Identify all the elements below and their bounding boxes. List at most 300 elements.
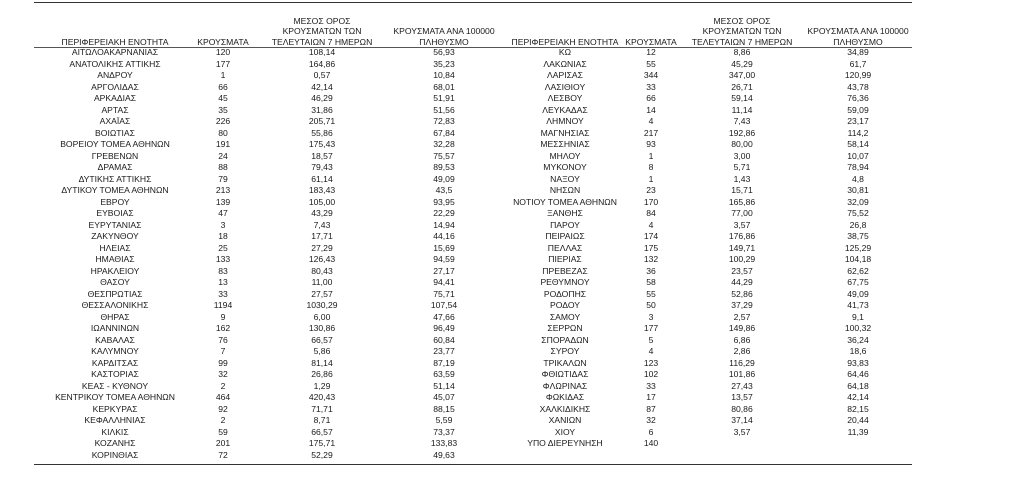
cell-cases: 4 bbox=[648, 219, 654, 230]
cell-avg7: 52,86 bbox=[731, 288, 753, 299]
table-row bbox=[34, 93, 504, 105]
header-per100k-right-line1: ΚΡΟΥΣΜΑΤΑ ΑΝΑ 100000 bbox=[807, 26, 909, 37]
cell-region: ΖΑΚΥΝΘΟΥ bbox=[91, 231, 139, 241]
cell-cases: 45 bbox=[218, 93, 228, 103]
cell-per100k: 10,07 bbox=[847, 150, 869, 161]
cell-cases: 23 bbox=[646, 185, 656, 195]
cell-per100k: 4,8 bbox=[852, 173, 864, 184]
cell-avg7: 2,86 bbox=[733, 346, 751, 356]
cell-per100k: 32,28 bbox=[433, 139, 455, 149]
table-row bbox=[482, 346, 912, 358]
cell-region: ΜΗΛΟΥ bbox=[549, 150, 581, 161]
cell-region: ΡΕΘΥΜΝΟΥ bbox=[540, 277, 590, 287]
header-cases-right-text: ΚΡΟΥΣΜΑΤΑ bbox=[625, 36, 677, 47]
cell-per100k: 49,63 bbox=[433, 449, 455, 460]
cell-region: ΑΡΚΑΔΙΑΣ bbox=[93, 93, 137, 103]
cell-avg7: 1,29 bbox=[313, 380, 331, 391]
cell-avg7: 23,57 bbox=[731, 265, 753, 276]
table-row bbox=[34, 312, 504, 324]
cell-per100k: 72,83 bbox=[433, 116, 455, 126]
table-row bbox=[482, 392, 912, 404]
cell-region: ΠΕΙΡΑΙΩΣ bbox=[545, 231, 585, 241]
cell-avg7: 7,43 bbox=[733, 116, 751, 126]
cell-avg7: 37,29 bbox=[731, 300, 753, 310]
table-row bbox=[482, 335, 912, 347]
cell-region: ΚΑΛΥΜΝΟΥ bbox=[91, 346, 139, 356]
cell-avg7: 3,57 bbox=[733, 426, 751, 437]
cell-region: ΚΙΛΚΙΣ bbox=[101, 426, 129, 437]
table-row bbox=[482, 323, 912, 335]
cell-cases: 17 bbox=[646, 392, 656, 402]
cell-per100k: 34,89 bbox=[847, 47, 869, 57]
cell-region: ΑΝΔΡΟΥ bbox=[97, 70, 133, 80]
cell-avg7: 175,43 bbox=[308, 139, 336, 149]
cell-avg7: 192,86 bbox=[728, 127, 756, 138]
cell-per100k: 67,84 bbox=[433, 127, 455, 138]
table-row bbox=[482, 220, 912, 232]
cell-per100k: 35,23 bbox=[433, 58, 455, 69]
cell-avg7: 126,43 bbox=[308, 254, 336, 264]
table-row bbox=[34, 231, 504, 243]
cell-per100k: 67,75 bbox=[847, 277, 869, 287]
cell-region: ΛΕΣΒΟΥ bbox=[547, 93, 583, 103]
cell-per100k: 42,14 bbox=[847, 392, 869, 402]
cell-cases: 18 bbox=[218, 231, 228, 241]
cell-cases: 201 bbox=[215, 438, 231, 448]
cell-per100k: 104,18 bbox=[844, 254, 872, 264]
cell-region: ΚΕΝΤΡΙΚΟΥ ΤΟΜΕΑ ΑΘΗΝΩΝ bbox=[55, 392, 175, 402]
cell-per100k: 44,16 bbox=[433, 231, 455, 241]
header-avg7-left-line3: ΤΕΛΕΥΤΑΙΩΝ 7 ΗΜΕΡΩΝ bbox=[271, 36, 373, 47]
cell-avg7: 5,71 bbox=[733, 162, 751, 172]
cell-cases: 175 bbox=[643, 242, 659, 253]
cell-cases: 344 bbox=[643, 70, 659, 80]
cell-avg7: 149,86 bbox=[728, 323, 756, 333]
table-row bbox=[34, 139, 504, 151]
cell-avg7: 43,29 bbox=[311, 208, 333, 218]
cell-avg7: 37,14 bbox=[731, 415, 753, 425]
cell-cases: 4 bbox=[648, 346, 654, 356]
cell-cases: 55 bbox=[646, 288, 656, 299]
table-row bbox=[34, 254, 504, 266]
cell-avg7: 27,43 bbox=[731, 380, 753, 391]
cell-avg7: 77,00 bbox=[731, 208, 753, 218]
table-row bbox=[482, 312, 912, 324]
cell-cases: 13 bbox=[218, 277, 228, 287]
table-row bbox=[34, 277, 504, 289]
header-per100k-right-line2: ΠΛΗΘΥΣΜΟ bbox=[833, 36, 883, 47]
cell-region: ΘΗΡΑΣ bbox=[100, 311, 130, 322]
cell-region: ΘΑΣΟΥ bbox=[100, 277, 130, 287]
cell-per100k: 38,75 bbox=[847, 231, 869, 241]
cell-cases: 33 bbox=[218, 288, 228, 299]
cell-region: ΑΧΑΪΑΣ bbox=[99, 116, 131, 126]
cell-avg7: 66,57 bbox=[311, 334, 333, 345]
cell-cases: 58 bbox=[646, 277, 656, 287]
cell-avg7: 1,43 bbox=[733, 173, 751, 184]
cell-per100k: 133,83 bbox=[430, 438, 458, 448]
cell-cases: 99 bbox=[218, 357, 228, 368]
table-row bbox=[482, 139, 912, 151]
cell-per100k: 59,09 bbox=[847, 104, 869, 115]
cell-cases: 2 bbox=[220, 415, 226, 425]
cell-region: ΧΑΝΙΩΝ bbox=[548, 415, 582, 425]
table-row bbox=[482, 404, 912, 416]
cell-region: ΛΑΚΩΝΙΑΣ bbox=[543, 58, 587, 69]
table-row bbox=[482, 82, 912, 94]
cell-region: ΕΥΡΥΤΑΝΙΑΣ bbox=[88, 219, 142, 230]
cell-per100k: 68,01 bbox=[433, 81, 455, 92]
cell-region: ΝΑΞΟΥ bbox=[550, 173, 580, 184]
cell-cases: 3 bbox=[220, 219, 226, 230]
cell-avg7: 8,86 bbox=[733, 47, 751, 57]
cell-per100k: 22,29 bbox=[433, 208, 455, 218]
cell-per100k: 114,2 bbox=[847, 127, 869, 138]
cell-region: ΗΛΕΙΑΣ bbox=[99, 242, 131, 253]
cell-cases: 33 bbox=[646, 380, 656, 391]
cell-per100k: 73,37 bbox=[433, 426, 455, 437]
cell-region: ΜΕΣΣΗΝΙΑΣ bbox=[540, 139, 590, 149]
table-row bbox=[482, 381, 912, 393]
cell-per100k: 49,09 bbox=[847, 288, 869, 299]
table-row bbox=[482, 105, 912, 117]
table-row bbox=[482, 47, 912, 59]
table-row bbox=[482, 162, 912, 174]
cell-avg7: 52,29 bbox=[311, 449, 333, 460]
cell-cases: 8 bbox=[648, 162, 654, 172]
table-row bbox=[34, 128, 504, 140]
cell-avg7: 15,71 bbox=[731, 185, 753, 195]
cell-avg7: 80,43 bbox=[311, 265, 333, 276]
cell-per100k: 43,78 bbox=[847, 81, 869, 92]
cell-cases: 140 bbox=[643, 438, 659, 448]
table-row bbox=[482, 59, 912, 71]
cell-region: ΛΑΡΙΣΑΣ bbox=[547, 70, 583, 80]
cell-cases: 213 bbox=[215, 185, 231, 195]
cell-cases: 92 bbox=[218, 403, 228, 414]
table-row bbox=[482, 415, 912, 427]
cell-avg7: 7,43 bbox=[313, 219, 331, 230]
table-row bbox=[482, 438, 912, 450]
cell-cases: 4 bbox=[648, 116, 654, 126]
cell-per100k: 26,8 bbox=[849, 219, 867, 230]
cell-cases: 72 bbox=[218, 449, 228, 460]
table-row bbox=[34, 243, 504, 255]
table-row bbox=[34, 162, 504, 174]
table-row bbox=[34, 82, 504, 94]
cell-avg7: 31,86 bbox=[311, 104, 333, 115]
table-row bbox=[34, 404, 504, 416]
cell-avg7: 176,86 bbox=[728, 231, 756, 241]
cell-per100k: 20,44 bbox=[847, 415, 869, 425]
table-row bbox=[34, 427, 504, 439]
cell-cases: 32 bbox=[646, 415, 656, 425]
cell-cases: 1194 bbox=[213, 300, 233, 310]
cell-region: ΕΒΡΟΥ bbox=[100, 196, 130, 207]
cell-per100k: 89,53 bbox=[433, 162, 455, 172]
table-row bbox=[34, 450, 504, 462]
cell-cases: 32 bbox=[218, 369, 228, 379]
cell-per100k: 96,49 bbox=[433, 323, 455, 333]
cell-region: ΚΑΡΔΙΤΣΑΣ bbox=[91, 357, 139, 368]
cell-per100k: 30,81 bbox=[847, 185, 869, 195]
table-row bbox=[34, 59, 504, 71]
cell-per100k: 56,93 bbox=[433, 47, 455, 57]
cell-region: ΚΩ bbox=[558, 47, 572, 57]
cell-region: ΜΑΓΝΗΣΙΑΣ bbox=[540, 127, 590, 138]
cell-per100k: 14,94 bbox=[433, 219, 455, 230]
cell-region: ΔΥΤΙΚΗΣ ΑΤΤΙΚΗΣ bbox=[78, 173, 152, 184]
cell-region: ΧΑΛΚΙΔΙΚΗΣ bbox=[539, 403, 591, 414]
table-row bbox=[482, 427, 912, 439]
cell-region: ΣΑΜΟΥ bbox=[549, 311, 581, 322]
cell-cases: 12 bbox=[646, 47, 656, 57]
table-row bbox=[482, 197, 912, 209]
left-table-body bbox=[34, 47, 504, 461]
cell-avg7: 8,71 bbox=[313, 415, 331, 425]
table-row bbox=[482, 174, 912, 186]
cell-cases: 66 bbox=[646, 93, 656, 103]
cell-cases: 88 bbox=[218, 162, 228, 172]
cell-per100k: 51,14 bbox=[433, 380, 455, 391]
cell-per100k: 58,14 bbox=[847, 139, 869, 149]
cell-avg7: 1030,29 bbox=[306, 300, 338, 310]
cell-avg7: 6,00 bbox=[313, 311, 331, 322]
cell-region: ΚΕΑΣ - ΚΥΘΝΟΥ bbox=[81, 380, 149, 391]
cell-cases: 76 bbox=[218, 334, 228, 345]
cell-per100k: 18,6 bbox=[849, 346, 867, 356]
table-row bbox=[34, 438, 504, 450]
cell-region: ΚΑΒΑΛΑΣ bbox=[95, 334, 135, 345]
cell-per100k: 76,36 bbox=[847, 93, 869, 103]
cell-avg7: 59,14 bbox=[731, 93, 753, 103]
table-row bbox=[482, 369, 912, 381]
table-row bbox=[34, 174, 504, 186]
cell-per100k: 47,66 bbox=[433, 311, 455, 322]
cell-region: ΝΟΤΙΟΥ ΤΟΜΕΑ ΑΘΗΝΩΝ bbox=[513, 196, 617, 207]
cell-avg7: 26,71 bbox=[731, 81, 753, 92]
cell-cases: 84 bbox=[646, 208, 656, 218]
table-row bbox=[482, 358, 912, 370]
cell-region: ΧΙΟΥ bbox=[554, 426, 576, 437]
cell-per100k: 78,94 bbox=[847, 162, 869, 172]
cell-per100k: 94,59 bbox=[433, 254, 455, 264]
cell-cases: 36 bbox=[646, 265, 656, 276]
cell-cases: 14 bbox=[646, 104, 656, 115]
cell-avg7: 80,86 bbox=[731, 403, 753, 414]
table-row bbox=[34, 323, 504, 335]
table-row bbox=[34, 47, 504, 59]
cell-region: ΛΕΥΚΑΔΑΣ bbox=[542, 104, 588, 115]
table-row bbox=[34, 208, 504, 220]
cell-per100k: 27,17 bbox=[433, 265, 455, 276]
cell-per100k: 10,84 bbox=[433, 70, 455, 80]
table-row bbox=[34, 300, 504, 312]
table-row bbox=[482, 185, 912, 197]
table-row bbox=[482, 93, 912, 105]
cell-avg7: 420,43 bbox=[308, 392, 336, 402]
header-avg7-left bbox=[260, 10, 384, 47]
cell-avg7: 108,14 bbox=[308, 47, 336, 57]
header-avg7-left-line2: ΚΡΟΥΣΜΑΤΩΝ ΤΩΝ bbox=[282, 26, 362, 37]
cell-avg7: 175,71 bbox=[308, 438, 336, 448]
cell-avg7: 55,86 bbox=[311, 127, 333, 138]
cell-per100k: 87,19 bbox=[433, 357, 455, 368]
cell-avg7: 105,00 bbox=[308, 196, 336, 207]
table-row bbox=[34, 116, 504, 128]
cell-avg7: 3,57 bbox=[733, 219, 751, 230]
table-row bbox=[34, 289, 504, 301]
cell-avg7: 116,29 bbox=[729, 357, 755, 368]
cell-avg7: 101,86 bbox=[728, 369, 756, 379]
cell-cases: 132 bbox=[643, 254, 659, 264]
cell-region: ΚΟΖΑΝΗΣ bbox=[94, 438, 136, 448]
cell-avg7: 79,43 bbox=[311, 162, 333, 172]
cell-region: ΠΑΡΟΥ bbox=[550, 219, 580, 230]
cell-per100k: 75,57 bbox=[433, 150, 455, 161]
cell-avg7: 27,29 bbox=[311, 242, 333, 253]
cell-region: ΝΗΣΩΝ bbox=[549, 185, 581, 195]
cell-per100k: 64,18 bbox=[847, 380, 869, 391]
cell-avg7: 164,86 bbox=[308, 58, 336, 69]
header-region-right-text: ΠΕΡΙΦΕΡΕΙΑΚΗ ΕΝΟΤΗΤΑ bbox=[511, 36, 619, 47]
cell-avg7: 27,57 bbox=[311, 288, 333, 299]
cell-region: ΤΡΙΚΑΛΩΝ bbox=[543, 357, 587, 368]
cell-cases: 1 bbox=[220, 70, 226, 80]
cell-per100k: 88,15 bbox=[433, 403, 455, 414]
cell-cases: 5 bbox=[648, 334, 654, 345]
covid-cases-table bbox=[34, 0, 912, 477]
table-row bbox=[482, 254, 912, 266]
cell-per100k: 93,83 bbox=[847, 357, 869, 368]
table-row bbox=[482, 243, 912, 255]
cell-cases: 79 bbox=[218, 173, 228, 184]
cell-avg7: 71,71 bbox=[311, 403, 333, 414]
cell-avg7: 100,29 bbox=[728, 254, 756, 264]
cell-region: ΗΡΑΚΛΕΙΟΥ bbox=[90, 265, 140, 276]
cell-per100k: 5,59 bbox=[435, 415, 453, 425]
table-row bbox=[482, 266, 912, 278]
table-row bbox=[34, 266, 504, 278]
cell-cases: 55 bbox=[646, 58, 656, 69]
cell-region: ΚΟΡΙΝΘΙΑΣ bbox=[91, 449, 139, 460]
cell-cases: 177 bbox=[215, 58, 231, 69]
table-row bbox=[482, 116, 912, 128]
table-row bbox=[34, 151, 504, 163]
cell-per100k: 45,07 bbox=[433, 392, 455, 402]
cell-per100k: 64,46 bbox=[847, 369, 869, 379]
cell-region: ΔΥΤΙΚΟΥ ΤΟΜΕΑ ΑΘΗΝΩΝ bbox=[61, 185, 169, 195]
table-row bbox=[34, 197, 504, 209]
cell-per100k: 61,7 bbox=[849, 58, 867, 69]
cell-cases: 217 bbox=[643, 127, 659, 138]
cell-cases: 6 bbox=[648, 426, 654, 437]
cell-per100k: 100,32 bbox=[844, 323, 872, 333]
cell-per100k: 49,09 bbox=[433, 173, 455, 184]
cell-per100k: 107,54 bbox=[430, 300, 458, 310]
cell-cases: 66 bbox=[218, 81, 228, 92]
cell-cases: 1 bbox=[648, 173, 654, 184]
header-avg7-left-line1: ΜΕΣΟΣ ΟΡΟΣ bbox=[293, 15, 351, 26]
cell-cases: 174 bbox=[643, 231, 659, 241]
cell-avg7: 44,29 bbox=[731, 277, 753, 287]
cell-avg7: 66,57 bbox=[311, 426, 333, 437]
table-bottom-rule bbox=[34, 464, 912, 465]
cell-per100k: 15,69 bbox=[433, 242, 455, 253]
cell-region: ΚΑΣΤΟΡΙΑΣ bbox=[91, 369, 139, 379]
header-avg7-right-line1: ΜΕΣΟΣ ΟΡΟΣ bbox=[713, 15, 771, 26]
cell-cases: 170 bbox=[643, 196, 659, 207]
cell-cases: 25 bbox=[218, 242, 228, 253]
cell-region: ΜΥΚΟΝΟΥ bbox=[543, 162, 587, 172]
cell-avg7: 42,14 bbox=[311, 81, 333, 92]
cell-per100k: 125,29 bbox=[844, 242, 872, 253]
cell-region: ΙΩΑΝΝΙΝΩΝ bbox=[90, 323, 140, 333]
table-row bbox=[34, 392, 504, 404]
cell-region: ΠΡΕΒΕΖΑΣ bbox=[542, 265, 588, 276]
cell-region: ΣΕΡΡΩΝ bbox=[547, 323, 583, 333]
cell-region: ΑΡΤΑΣ bbox=[101, 104, 129, 115]
cell-region: ΘΕΣΣΑΛΟΝΙΚΗΣ bbox=[81, 300, 149, 310]
cell-avg7: 0,57 bbox=[313, 70, 331, 80]
cell-per100k: 41,73 bbox=[847, 300, 869, 310]
cell-region: ΡΟΔΟΥ bbox=[550, 300, 580, 310]
cell-avg7: 5,86 bbox=[313, 346, 331, 356]
cell-per100k: 82,15 bbox=[847, 403, 869, 414]
cell-avg7: 26,86 bbox=[311, 369, 333, 379]
header-per100k-left-line1: ΚΡΟΥΣΜΑΤΑ ΑΝΑ 100000 bbox=[393, 26, 495, 37]
cell-region: ΦΛΩΡΙΝΑΣ bbox=[542, 380, 588, 391]
table-row bbox=[482, 231, 912, 243]
cell-cases: 7 bbox=[220, 346, 226, 356]
cell-avg7: 17,71 bbox=[311, 231, 333, 241]
cell-cases: 3 bbox=[648, 311, 654, 322]
table-row bbox=[34, 105, 504, 117]
cell-region: ΚΕΡΚΥΡΑΣ bbox=[92, 403, 138, 414]
table-row bbox=[34, 335, 504, 347]
cell-per100k: 93,95 bbox=[433, 196, 455, 207]
cell-cases: 33 bbox=[646, 81, 656, 92]
header-per100k-right bbox=[804, 10, 912, 47]
cell-region: ΓΡΕΒΕΝΩΝ bbox=[91, 150, 139, 161]
header-avg7-right-line2: ΚΡΟΥΣΜΑΤΩΝ ΤΩΝ bbox=[702, 26, 782, 37]
cell-per100k: 63,59 bbox=[433, 369, 455, 379]
cell-cases: 123 bbox=[643, 357, 659, 368]
cell-cases: 35 bbox=[218, 104, 228, 115]
cell-region: ΠΕΛΛΑΣ bbox=[547, 242, 583, 253]
cell-per100k: 62,62 bbox=[847, 265, 869, 276]
cell-region: ΑΝΑΤΟΛΙΚΗΣ ΑΤΤΙΚΗΣ bbox=[69, 58, 161, 69]
cell-per100k: 75,52 bbox=[847, 208, 869, 218]
cell-cases: 59 bbox=[218, 426, 228, 437]
cell-avg7: 347,00 bbox=[728, 70, 756, 80]
cell-per100k: 9,1 bbox=[852, 311, 864, 322]
table-row bbox=[482, 289, 912, 301]
cell-per100k: 43,5 bbox=[435, 185, 453, 195]
cell-avg7: 11,00 bbox=[311, 277, 333, 287]
cell-region: ΔΡΑΜΑΣ bbox=[97, 162, 133, 172]
cell-region: ΗΜΑΘΙΑΣ bbox=[95, 254, 135, 264]
table-row bbox=[34, 185, 504, 197]
cell-per100k: 23,77 bbox=[433, 346, 455, 356]
cell-region: ΚΕΦΑΛΛΗΝΙΑΣ bbox=[84, 415, 146, 425]
cell-avg7: 46,29 bbox=[311, 93, 333, 103]
table-row bbox=[34, 358, 504, 370]
cell-cases: 177 bbox=[643, 323, 659, 333]
cell-avg7: 130,86 bbox=[308, 323, 336, 333]
table-row bbox=[482, 300, 912, 312]
cell-region: ΣΥΡΟΥ bbox=[550, 346, 580, 356]
